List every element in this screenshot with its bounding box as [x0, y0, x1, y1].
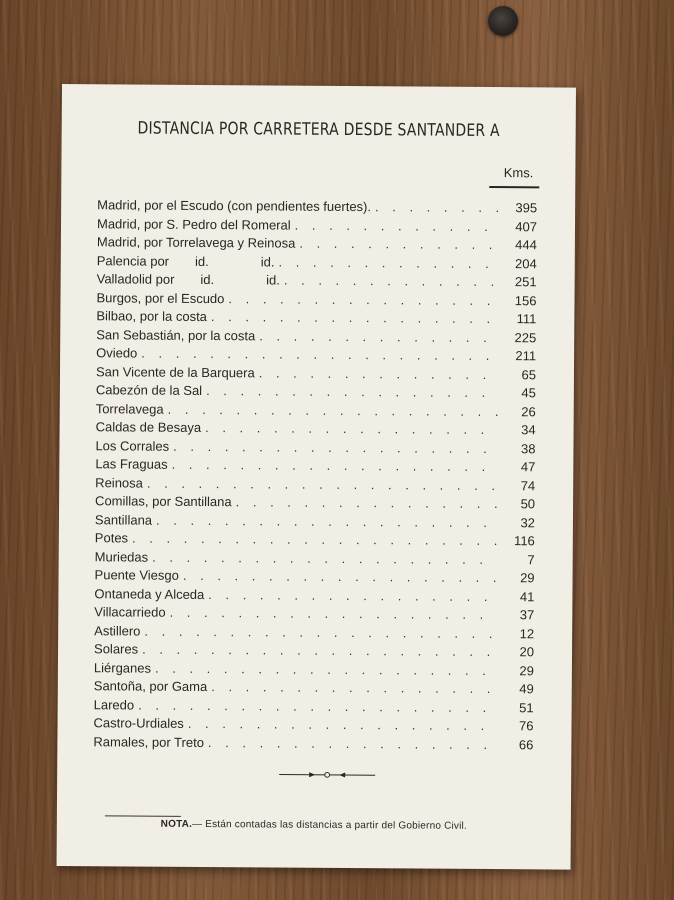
- dot-leader: [132, 531, 497, 549]
- distance-km: 111: [516, 311, 537, 327]
- place-name: Astillero: [94, 622, 141, 639]
- place-name: Cabezón de la Sal: [95, 382, 203, 398]
- kms-header-rule: [489, 186, 539, 188]
- footnote-text: — Están contadas las distancias a partir del Gobierno Civil.: [192, 818, 468, 832]
- distance-km: 65: [521, 366, 537, 382]
- place-name: Los Corrales: [95, 437, 170, 454]
- dot-leader: [155, 660, 496, 677]
- dot-leader: [295, 217, 499, 233]
- distance-km: 38: [520, 440, 536, 456]
- place-name: Laredo: [93, 696, 135, 713]
- dot-leader: [206, 383, 498, 400]
- dot-leader: [278, 254, 498, 271]
- place-name: San Sebastián, por la costa: [96, 326, 256, 343]
- dot-leader: [284, 273, 499, 289]
- dot-leader: [168, 401, 498, 418]
- place-name: Oviedo: [96, 345, 138, 361]
- place-name: Santillana: [94, 511, 153, 528]
- place-name: Las Fraguas: [95, 456, 168, 472]
- kms-column-header: Kms.: [503, 165, 534, 181]
- distance-km: 51: [519, 699, 534, 715]
- table-row: [93, 734, 533, 756]
- place-name: Comillas, por Santillana: [95, 493, 232, 510]
- distance-km: 156: [514, 292, 537, 308]
- place-name: Solares: [94, 641, 139, 657]
- distance-km: 251: [514, 274, 537, 290]
- distance-km: 74: [520, 477, 536, 493]
- dot-leader: [259, 328, 498, 345]
- place-name: San Vicente de la Barquera: [95, 363, 255, 380]
- dot-leader: [138, 697, 496, 714]
- dot-leader: [170, 605, 497, 622]
- dot-leader: [141, 346, 498, 363]
- distance-km: 49: [519, 681, 534, 697]
- distance-km: 116: [514, 533, 535, 549]
- place-name: Madrid, por S. Pedro del Romeral: [96, 215, 291, 233]
- place-name: Santoña, por Gama: [93, 678, 208, 695]
- distance-list: [93, 197, 537, 755]
- dot-leader: [188, 716, 496, 733]
- distance-km: 444: [515, 237, 537, 253]
- distance-km: 211: [515, 348, 537, 364]
- distance-km: 50: [520, 496, 536, 512]
- dot-leader: [299, 236, 499, 252]
- distance-km: 32: [520, 514, 536, 530]
- place-name: Palencia por id. id.: [96, 252, 275, 269]
- dot-leader: [173, 438, 497, 455]
- card-title: DISTANCIA POR CARRETERA DESDE SANTANDER A: [137, 118, 500, 142]
- place-name: Valladolid por id. id.: [96, 271, 280, 288]
- distance-km: 66: [518, 736, 534, 752]
- distance-km: 47: [520, 459, 536, 475]
- dot-leader: [172, 457, 498, 474]
- nail-head: [488, 6, 518, 36]
- distance-km: 204: [515, 255, 537, 271]
- distance-km: 20: [519, 644, 535, 660]
- dot-leader: [156, 512, 497, 529]
- dot-leader: [211, 309, 499, 326]
- distance-km: 407: [515, 218, 538, 234]
- place-name: Ontaneda y Alceda: [94, 585, 205, 602]
- place-name: Villacarriedo: [94, 604, 166, 620]
- place-name: Torrelavega: [95, 400, 164, 417]
- place-name: Puente Viesgo: [94, 567, 179, 583]
- dot-leader: [142, 642, 496, 659]
- dot-leader: [152, 549, 497, 566]
- dot-leader: [183, 568, 497, 585]
- dot-leader: [211, 679, 496, 696]
- dot-leader: [375, 199, 499, 215]
- distance-km: 29: [519, 662, 534, 678]
- place-name: Caldas de Besaya: [95, 419, 202, 435]
- distance-km: 41: [519, 588, 535, 604]
- distance-card: [57, 84, 576, 870]
- place-name: Bilbao, por la costa: [96, 308, 208, 325]
- place-name: Burgos, por el Escudo: [96, 289, 225, 306]
- dot-leader: [205, 420, 498, 437]
- place-name: Reinosa: [95, 474, 143, 491]
- note-rule: [105, 815, 181, 817]
- dot-leader: [208, 735, 496, 752]
- ornament-divider: [277, 770, 377, 781]
- distance-km: 225: [514, 329, 537, 345]
- distance-km: 37: [519, 607, 535, 623]
- distance-km: 26: [521, 403, 536, 419]
- distance-km: 395: [515, 200, 538, 216]
- dot-leader: [147, 475, 497, 492]
- distance-km: 7: [527, 551, 535, 567]
- footnote: [57, 818, 571, 833]
- place-name: Potes: [94, 530, 129, 546]
- dot-leader: [259, 365, 498, 382]
- place-name: Liérganes: [93, 659, 152, 676]
- place-name: Ramales, por Treto: [93, 733, 205, 750]
- distance-km: 34: [521, 422, 536, 438]
- dot-leader: [228, 291, 498, 308]
- distance-km: 45: [521, 385, 536, 401]
- dot-leader: [208, 587, 496, 604]
- distance-km: 29: [520, 570, 535, 586]
- dot-leader: [144, 623, 496, 640]
- footnote-label: NOTA.: [160, 818, 193, 830]
- place-name: Madrid, por Torrelavega y Reinosa: [96, 234, 296, 251]
- place-name: Muriedas: [94, 548, 149, 565]
- dot-leader: [236, 494, 498, 511]
- place-name: Castro-Urdiales: [93, 715, 184, 731]
- place-name: Madrid, por el Escudo (con pendientes fuertes).: [97, 197, 372, 215]
- distance-km: 12: [519, 625, 535, 641]
- distance-km: 76: [519, 718, 534, 734]
